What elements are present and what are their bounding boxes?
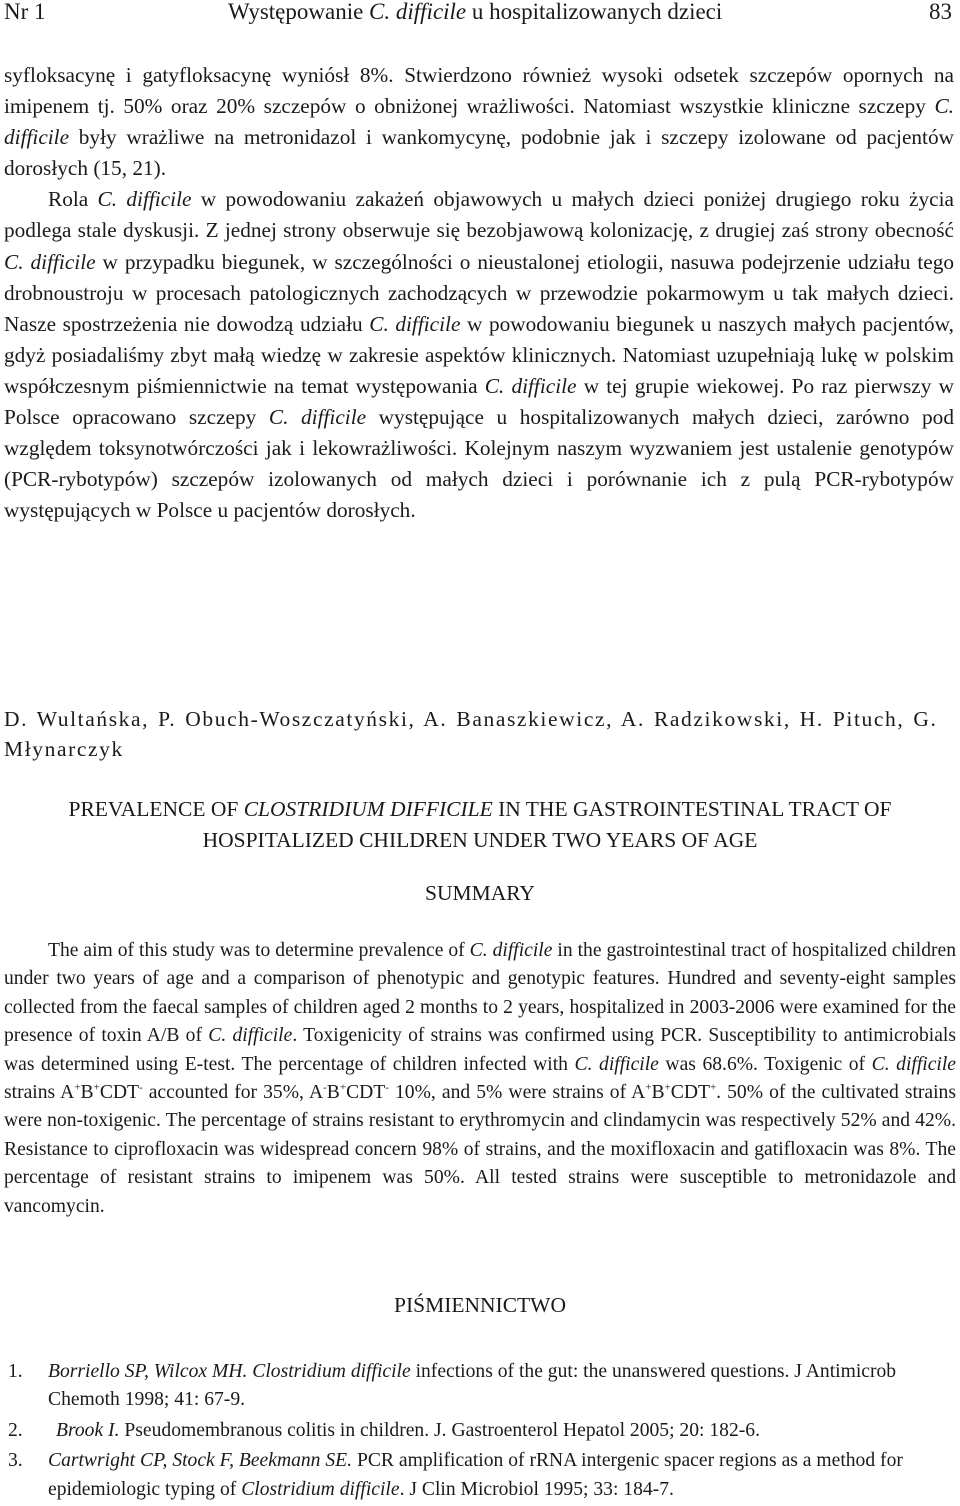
reference-item: 1. Borriello SP, Wilcox MH. Clostridium difficile infections of the gut: the unanswered questions. J Antimicrob Chemoth 1998; 41: 67-9. [8, 1361, 897, 1411]
paragraph-1: syfloksacynę i gatyfloksacynę wyniósł 8%. Stwierdzono również wysoki odsetek szczepów opornych na imipenem tj. 50% oraz 20% szczepów o obniżonej wrażliwości. Natomiast wszystkie kliniczne szczepy C. difficile były wrażliwe na metronidazol i wankomycynę, podobnie jak i szczepy izolowane od pacjentów dorosłych (15, 21). [4, 63, 954, 181]
running-head: Występowanie C. difficile u hospitalizowanych dzieci [228, 0, 723, 24]
author-list: D. Wultańska, P. Obuch-Woszczatyński, A. Banaszkiewicz, A. Radzikowski, H. Pituch, G. Młynarczyk [4, 707, 938, 761]
reference-list [0, 1358, 956, 1506]
english-title-line-1: PREVALENCE OF CLOSTRIDIUM DIFFICILE IN THE GASTROINTESTINAL TRACT OF [68, 797, 892, 821]
references-heading: PIŚMIENNICTWO [394, 1293, 566, 1317]
journal-issue: Nr 1 [4, 0, 46, 24]
discussion-text [4, 60, 954, 526]
reference-item: 2. Brook I. Pseudomembranous colitis in children. J. Gastroenterol Hepatol 2005; 20: 182-6. [8, 1419, 760, 1441]
english-title-line-2: HOSPITALIZED CHILDREN UNDER TWO YEARS OF AGE [202, 828, 758, 852]
paragraph-2: Rola C. difficile w powodowaniu zakażeń objawowych u małych dzieci poniżej drugiego roku życia podlega stale dyskusji. Z jednej strony obserwuje się bezobjawową kolonizację, z drugiej zaś strony obecność C. difficile w przypadku biegunek, w szczególności o nieustalonej etiologii, nasuwa podejrzenie udziału tego drobnoustroju w procesach patologicznych zachodzących w przewodzie pokarmowym u tak małych dzieci. Nasze spostrzeżenia nie dowodzą udziału C. difficile w powodowaniu biegunek u naszych małych pacjentów, gdyż posiadaliśmy zbyt małą wiedzę w zakresie aspektów klinicznych. Natomiast uzupełniają lukę w polskim współczesnym piśmiennictwie na temat występowania C. difficile w tej grupie wiekowej. Po raz pierwszy w Polsce opracowano szczepy C. difficile występujące u hospitalizowanych małych dzieci, zarówno pod względem toksynotwórczości jak i lekowrażliwości. Kolejnym naszym wyzwaniem jest ustalenie genotypów (PCR-rybotypów) szczepów izolowanych od małych dzieci i porównanie ich z pulą PCR-rybotypów występujących w Polsce u pacjentów dorosłych. [4, 187, 954, 523]
running-header [0, 0, 960, 32]
reference-item: 3. Cartwright CP, Stock F, Beekmann SE. PCR amplification of rRNA intergenic spacer regions as a method for epidemiologic typing of Clostridium difficile. J Clin Microbiol 1995; 33: 184-7. [8, 1450, 903, 1500]
english-title [0, 794, 960, 856]
summary-text: The aim of this study was to determine prevalence of C. difficile in the gastrointestinal tract of hospitalized children under two years of age and a comparison of phenotypic and genotypic features. Hundred and seventy-eight samples collected from the faecal samples of children aged 2 months to 2 years, hospitalized in 2003-2006 were examined for the presence of toxin A/B of C. difficile. Toxigenicity of strains was confirmed using PCR. Susceptibility to antimicrobials was determined using E-test. The percentage of children infected with C. difficile was 68.6%. Toxigenic of C. difficile strains A+B+CDT- accounted for 35%, A-B+CDT- 10%, and 5% were strains of A+B+CDT+. 50% of the cultivated strains were non-toxigenic. The percentage of strains resistant to erythromycin and clindamycin was respectively 52% and 42%. Resistance to ciprofloxacin was widespread concern 98% of strains, and the moxifloxacin and gatifloxacin was 8%. The percentage of resistant strains to imipenem was 50%. All tested strains were susceptible to metronidazole and vancomycin. [4, 940, 957, 1217]
summary-heading: SUMMARY [425, 881, 535, 905]
page-number: 83 [929, 0, 952, 24]
